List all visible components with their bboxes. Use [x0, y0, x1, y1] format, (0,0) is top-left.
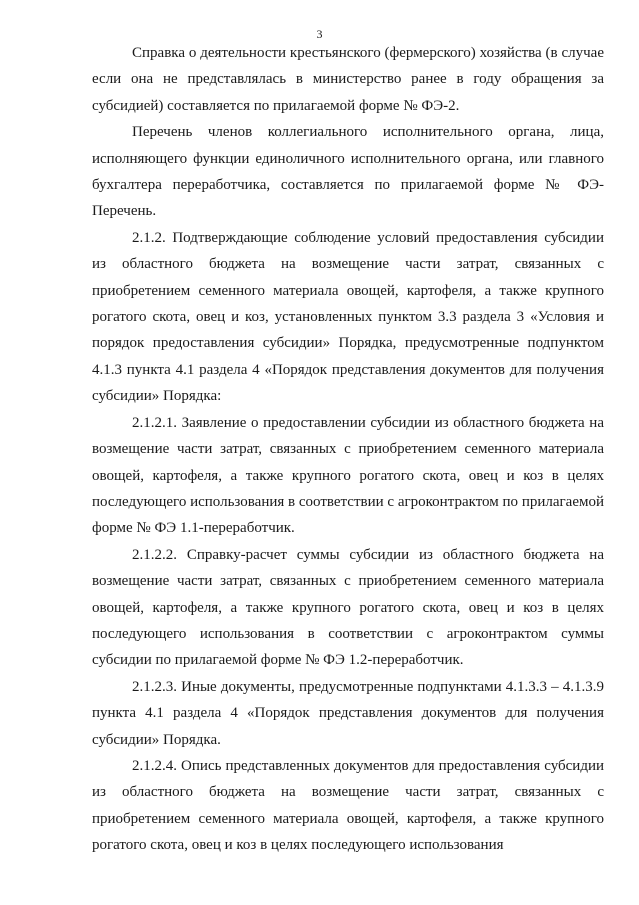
- paragraph-2-1-2-2: 2.1.2.2. Справку-расчет суммы субсидии из областного бюджета на возмещение части затрат, связанных с приобретением семенного материала овощей, картофеля, а также крупного рогатого скота, овец и коз в целях последующего использования в соответствии с агроконтрактом суммы субсидии по прилагаемой форме № ФЭ 1.2-переработчик.: [92, 546, 604, 669]
- paragraph-members-list: Перечень членов коллегиального исполнительного органа, лица, исполняющего функции единоличного исполнительного органа, или главного бухгалтера переработчика, составляется по прилагаемой форме № ФЭ-Перечень.: [92, 124, 604, 220]
- paragraph-fe2-reference: Справка о деятельности крестьянского (фермерского) хозяйства (в случае если она не представлялась в министерство ранее в году обращения за субсидией) составляется по прилагаемой форме № ФЭ-2.: [92, 45, 604, 114]
- page-number: 3: [316, 27, 323, 41]
- paragraph-2-1-2-1: 2.1.2.1. Заявление о предоставлении субсидии из областного бюджета на возмещение части затрат, связанных с приобретением семенного материала овощей, картофеля, а также крупного рогатого скота, овец и коз в целях последующего использования в соответствии с агроконтрактом по прилагаемой форме № ФЭ 1.1-переработчик.: [92, 414, 604, 537]
- paragraph-2-1-2: 2.1.2. Подтверждающие соблюдение условий предоставления субсидии из областного бюджета на возмещение части затрат, связанных с приобретением семенного материала овощей, картофеля, а также крупного рогатого скота, овец и коз, установленных пунктом 3.3 раздела 3 «Условия и порядок предоставления субсидии» Порядка, предусмотренные подпунктом 4.1.3 пункта 4.1 раздела 4 «Порядок представления документов для получения субсидии» Порядка:: [92, 229, 604, 405]
- document-body: [92, 40, 604, 859]
- paragraph-2-1-2-3: 2.1.2.3. Иные документы, предусмотренные подпунктами 4.1.3.3 – 4.1.3.9 пункта 4.1 раздела 4 «Порядок представления документов для получения субсидии» Порядка.: [92, 678, 604, 748]
- paragraph-2-1-2-4: 2.1.2.4. Опись представленных документов для предоставления субсидии из областного бюджета на возмещение части затрат, связанных с приобретением семенного материала овощей, картофеля, а также крупного рогатого скота, овец и коз в целях последующего использования: [92, 757, 604, 854]
